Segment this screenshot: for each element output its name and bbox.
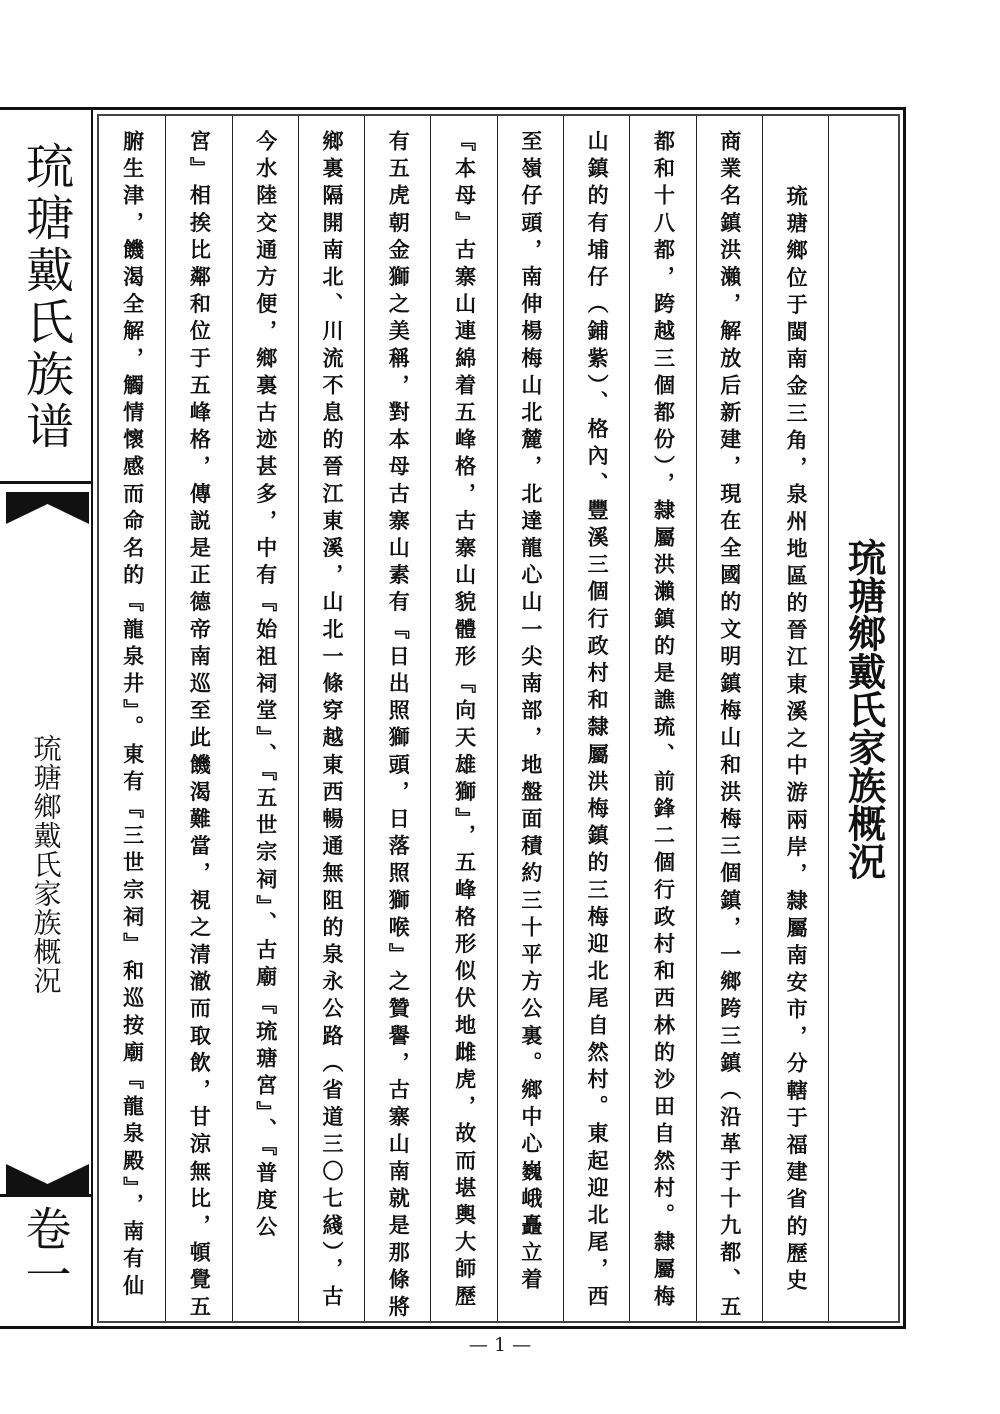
column-text: 至嶺仔頭，南伸楊梅山北麓，北達龍心山一尖南部，地盤面積約三十平方公裏。鄉中心巍峨矗立着	[518, 130, 543, 1296]
spine-volume-box	[0, 1194, 91, 1326]
fishtail-bottom-icon	[6, 1164, 89, 1196]
fishtail-top-icon	[6, 492, 89, 524]
column-text: 都和十八都，跨越三個都份），隸屬洪瀨鎮的是譙琉、前鋒二個行政村和西林的沙田自然村。隸屬梅	[651, 130, 676, 1312]
article-body	[97, 114, 900, 1323]
spine-section-title: 琉瑭鄉戴氏家族概況	[29, 734, 63, 995]
spine-section-panel	[0, 484, 91, 1194]
column-text: 腑生津，饑渴全解，觸情懷感而命名的『龍泉井』。東有『三世宗祠』和巡按廟『龍泉殿』，南有仙	[120, 130, 145, 1302]
book-title: 琉瑭戴氏族谱	[17, 141, 74, 453]
text-column-9	[232, 116, 298, 1321]
article-heading: 琉瑭鄉戴氏家族概況	[841, 538, 887, 880]
text-column-8	[298, 116, 364, 1321]
text-column-6	[430, 116, 496, 1321]
column-text: 『本母』古寨山連綿着五峰格，古寨山貌體形『向天雄獅』，五峰格形似伏地雌虎，故而堪輿大師歷	[452, 130, 477, 1312]
text-column-11	[99, 116, 165, 1321]
text-column-4	[563, 116, 629, 1321]
column-text: 今水陸交通方便，鄉裏古迹甚多，中有『始祖祠堂』、『五世宗祠』、古廟『琉瑭宮』、『普度公	[253, 130, 278, 1243]
column-text: 琉瑭鄉位于閩南金三角，泉州地區的晉江東溪之中游兩岸，隸屬南安市，分轄于福建省的歷史	[784, 185, 809, 1297]
heading-column	[828, 116, 898, 1321]
text-column-7	[364, 116, 430, 1321]
text-column-3	[629, 116, 695, 1321]
text-column-1	[762, 116, 828, 1321]
volume-label: 卷一	[18, 1205, 73, 1297]
book-spine	[0, 107, 93, 1329]
text-column-10	[165, 116, 231, 1321]
spine-title-box	[0, 107, 91, 484]
column-text: 有五虎朝金獅之美稱，對本母古寨山素有『日出照獅頭，日落照獅喉』之贊譽，古寨山南就是那條將	[386, 130, 411, 1323]
text-column-5	[497, 116, 563, 1321]
column-text: 宮』相挨比鄰和位于五峰格，傳説是正德帝南巡至此饑渴難當，視之清澈而取飲，甘涼無比，頓覺五	[187, 130, 212, 1323]
page-number: — 1 —	[468, 1334, 532, 1356]
column-text: 商業名鎮洪瀨，解放后新建，現在全國的文明鎮梅山和洪梅三個鎮，一鄉跨三鎮（沿革于十九都、五	[717, 130, 742, 1323]
column-text: 鄉裏隔開南北、川流不息的晉江東溪，山北一條穿越東西暢通無阻的泉永公路（省道三〇七綫），古	[319, 130, 344, 1312]
column-text: 山鎮的有埔仔（鋪紫）、格內、豐溪三個行政村和隸屬洪梅鎮的三梅迎北尾自然村。東起迎北尾，西	[585, 130, 610, 1312]
spine-section-wrapper	[0, 734, 91, 995]
text-column-2	[696, 116, 762, 1321]
